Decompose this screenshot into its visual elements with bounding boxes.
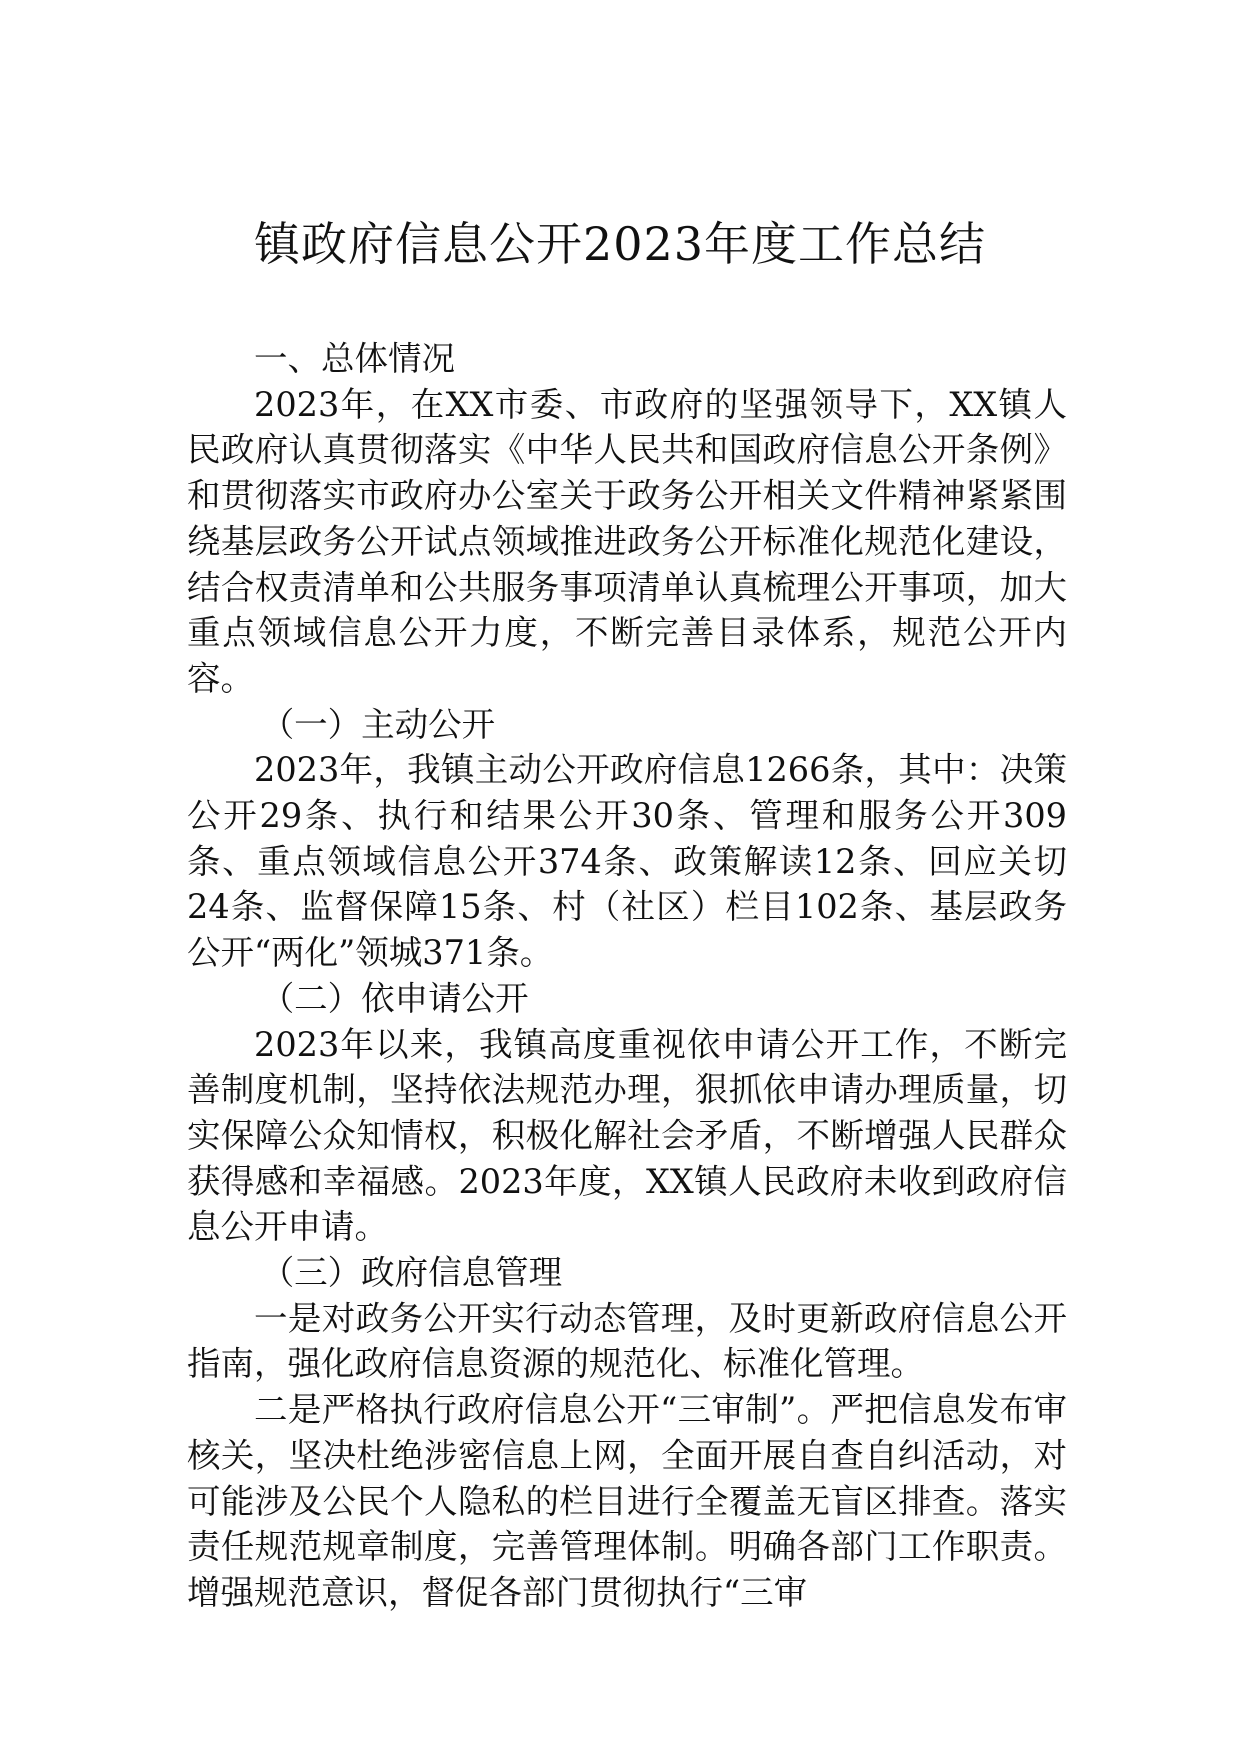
paragraph-three-review-system: 二是严格执行政府信息公开“三审制”。严把信息发布审核关，坚决杜绝涉密信息上网，全面开展自查自纠活动，对可能涉及公民个人隐私的栏目进行全覆盖无盲区排查。落实责任规范规章制度，完善管理体制。明确各部门工作职责。增强规范意识，督促各部门贯彻执行“三审	[187, 1390, 1067, 1612]
paragraph-overview: 2023年，在XX市委、市政府的坚强领导下，XX镇人民政府认真贯彻落实《中华人民共和国政府信息公开条例》和贯彻落实市政府办公室关于政务公开相关文件精神紧紧围绕基层政务公开试点领域推进政务公开标准化规范化建设，结合权责清单和公共服务事项清单认真梳理公开事项，加大重点领域信息公开力度，不断完善目录体系，规范公开内容。	[187, 384, 1067, 698]
subsection-heading-proactive-disclosure: （一）主动公开	[260, 704, 496, 744]
document-body	[187, 336, 1067, 1616]
document-title: 镇政府信息公开2023年度工作总结	[253, 217, 987, 271]
paragraph-disclosure-on-request: 2023年以来，我镇高度重视依申请公开工作，不断完善制度机制，坚持依法规范办理，狠抓依申请办理质量，切实保障公众知情权，积极化解社会矛盾，不断增强人民群众获得感和幸福感。2023年度，XX镇人民政府未收到政府信息公开申请。	[187, 1024, 1067, 1247]
subsection-heading-disclosure-on-request: （二）依申请公开	[260, 978, 529, 1018]
paragraph-proactive-disclosure: 2023年，我镇主动公开政府信息1266条，其中：决策公开29条、执行和结果公开30条、管理和服务公开309条、重点领域信息公开374条、政策解读12条、回应关切24条、监督保障15条、村（社区）栏目102条、基层政务公开“两化”领城371条。	[187, 750, 1067, 973]
subsection-heading-information-management: （三）政府信息管理	[260, 1253, 563, 1293]
paragraph-dynamic-management: 一是对政务公开实行动态管理，及时更新政府信息公开指南，强化政府信息资源的规范化、标准化管理。	[187, 1298, 1067, 1384]
section-heading-overview: 一、总体情况	[254, 339, 455, 378]
